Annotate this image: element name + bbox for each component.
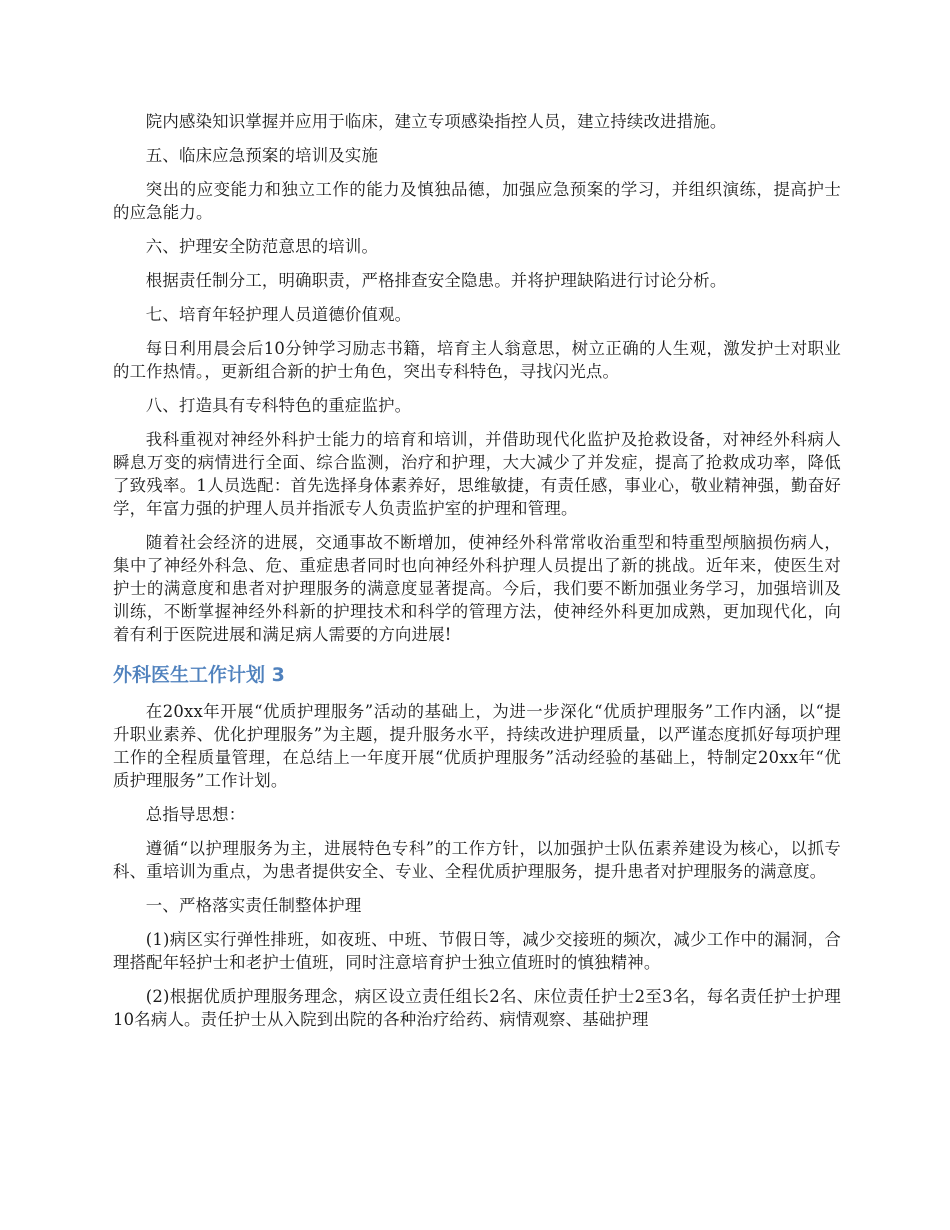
paragraph: (2)根据优质护理服务理念，病区设立责任组长2名、床位责任护士2至3名，每名责任护士护理10名病人。责任护士从入院到出院的各种治疗给药、病情观察、基础护理 bbox=[113, 987, 841, 1029]
paragraph: 随着社会经济的进展，交通事故不断增加，使神经外科常常收治重型和特重型颅脑损伤病人，集中了神经外科急、危、重症患者同时也向神经外科护理人员提出了新的挑战。近年来，使医生对护士的满意度和患者对护理服务的满意度显著提高。今后，我们要不断加强业务学习，加强培训及训练，不断掌握神经外科新的护理技术和科学的管理方法，使神经外科更加成熟，更加现代化，向着有利于医院进展和满足病人需要的方向进展! bbox=[113, 533, 841, 644]
paragraph: 突出的应变能力和独立工作的能力及慎独品德，加强应急预案的学习，并组织演练，提高护士的应急能力。 bbox=[113, 180, 841, 222]
document-page bbox=[113, 110, 841, 1042]
paragraph: 我科重视对神经外科护士能力的培育和培训，并借助现代化监护及抢救设备，对神经外科病人瞬息万变的病情进行全面、综合监测，治疗和护理，大大减少了并发症，提高了抢救成功率，降低了致残率。1人员选配：首先选择身体素养好，思维敏捷，有责任感，事业心，敬业精神强，勤奋好学，年富力强的护理人员并指派专人负责监护室的护理和管理。 bbox=[113, 430, 841, 518]
section-subheading: 总指导思想： bbox=[145, 805, 246, 824]
section-subheading: 七、培育年轻护理人员道德价值观。 bbox=[145, 305, 412, 324]
section-subheading: 一、严格落实责任制整体护理 bbox=[145, 896, 362, 915]
paragraph: 遵循“以护理服务为主，进展特色专科”的工作方针，以加强护士队伍素养建设为核心，以抓专科、重培训为重点，为患者提供安全、专业、全程优质护理服务，提升患者对护理服务的满意度。 bbox=[113, 839, 841, 881]
section-title: 外科医生工作计划 3 bbox=[113, 664, 285, 686]
paragraph: 院内感染知识掌握并应用于临床，建立专项感染指控人员，建立持续改进措施。 bbox=[145, 112, 727, 131]
paragraph: 每日利用晨会后10分钟学习励志书籍，培育主人翁意思，树立正确的人生观，激发护士对职业的工作热情。，更新组合新的护士角色，突出专科特色，寻找闪光点。 bbox=[113, 339, 841, 381]
paragraph: (1)病区实行弹性排班，如夜班、中班、节假日等，减少交接班的频次，减少工作中的漏洞，合理搭配年轻护士和老护士值班，同时注意培育护士独立值班时的慎独精神。 bbox=[113, 930, 841, 972]
section-subheading: 五、临床应急预案的培训及实施 bbox=[145, 146, 379, 165]
paragraph: 在20xx年开展“优质护理服务”活动的基础上，为进一步深化“优质护理服务”工作内涵，以“提升职业素养、优化护理服务”为主题，提升服务水平，持续改进护理质量，以严谨态度抓好每项护理工作的全程质量管理，在总结上一年度开展“优质护理服务”活动经验的基础上，特制定20xx年“优质护理服务”工作计划。 bbox=[113, 702, 841, 790]
section-subheading: 六、护理安全防范意思的培训。 bbox=[145, 237, 379, 256]
section-subheading: 八、打造具有专科特色的重症监护。 bbox=[145, 396, 412, 415]
paragraph: 根据责任制分工，明确职责，严格排查安全隐患。并将护理缺陷进行讨论分析。 bbox=[145, 271, 727, 290]
